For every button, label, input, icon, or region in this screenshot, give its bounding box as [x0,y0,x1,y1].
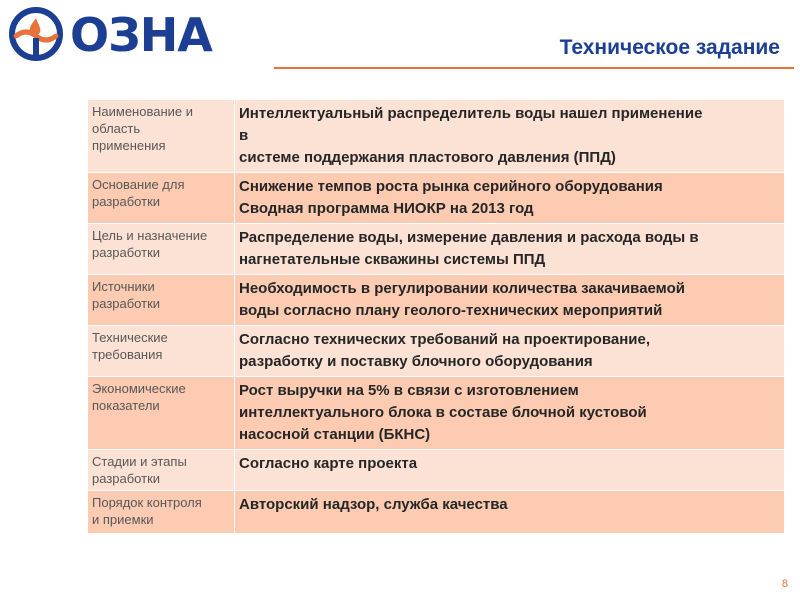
table-row [88,326,784,377]
page-number: 8 [781,578,788,590]
row-value [235,377,785,450]
page-title: Техническое задание [559,36,780,59]
row-value [235,224,785,275]
row-label [88,326,235,377]
table-row [88,173,784,224]
value-line: Распределение воды, измерение давления и расхода воды в [239,229,699,246]
row-label [88,224,235,275]
value-line: разработку и поставку блочного оборудования [239,353,593,370]
title-underline [274,67,794,69]
label-line: Основание для [92,177,185,192]
value-line: Интеллектуальный распределитель воды нашел применение [239,105,703,122]
row-label [88,377,235,450]
row-value [235,326,785,377]
value-line: Сводная программа НИОКР на 2013 год [239,200,534,217]
row-label [88,450,235,491]
table-row [88,450,784,491]
table-row [88,224,784,275]
company-logo [8,4,230,64]
value-line: воды согласно плану геолого-технических мероприятий [239,302,663,319]
label-line: разработки [92,194,161,209]
label-line: применения [92,138,166,153]
row-label [88,275,235,326]
label-line: Экономические [92,381,186,396]
value-line: в [239,127,249,144]
value-line: интеллектуального блока в составе блочной кустовой [239,404,647,421]
label-line: область [92,121,141,136]
row-value [235,173,785,224]
row-value [235,275,785,326]
label-line: разработки [92,296,161,311]
value-line: Необходимость в регулировании количества закачиваемой [239,280,685,297]
label-line: требования [92,347,163,362]
label-line: Наименование и [92,104,193,119]
label-line: разработки [92,471,161,486]
row-value [235,491,785,534]
row-value [235,100,785,173]
table-row [88,100,784,173]
row-label [88,173,235,224]
row-value [235,450,785,491]
value-line: системе поддержания пластового давления (ППД) [239,149,616,166]
label-line: разработки [92,245,161,260]
ozna-emblem-icon [8,6,68,66]
label-line: и приемки [92,512,154,527]
row-label [88,491,235,534]
table-row [88,377,784,450]
table-row [88,275,784,326]
label-line: Источники [92,279,155,294]
value-line: нагнетательные скважины системы ППД [239,251,546,268]
value-line: Согласно карте проекта [239,455,418,472]
value-line: Согласно технических требований на проектирование, [239,331,650,348]
value-line: насосной станции (БКНС) [239,426,431,443]
logo-text: ОЗНА [70,8,212,62]
label-line: Стадии и этапы [92,454,187,469]
label-line: Порядок контроля [92,495,202,510]
value-line: Снижение темпов роста рынка серийного оборудования [239,178,663,195]
table-row [88,491,784,534]
spec-table [88,99,784,534]
row-label [88,100,235,173]
label-line: Цель и назначение [92,228,208,243]
label-line: Технические [92,330,168,345]
label-line: показатели [92,398,160,413]
value-line: Рост выручки на 5% в связи с изготовлением [239,382,579,399]
value-line: Авторский надзор, служба качества [239,496,508,513]
